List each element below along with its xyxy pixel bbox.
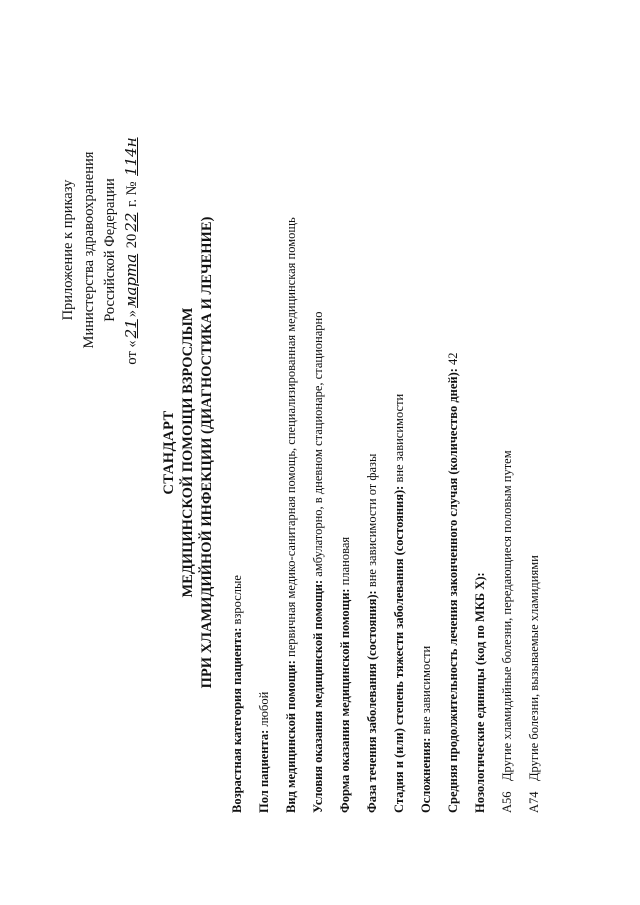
field-row — [336, 53, 363, 813]
field-label: Форма оказания медицинской помощи: — [338, 588, 352, 813]
handwritten-month: марта — [122, 253, 140, 308]
field-label: Стадия и (или) степень тяжести заболевания (состояния): — [392, 485, 406, 813]
approval-line-1: Приложение к приказу — [60, 179, 76, 321]
field-row — [309, 53, 336, 813]
icd-code: A74 — [527, 791, 541, 813]
field-row — [228, 53, 255, 813]
field-label: Фаза течения заболевания (состояния): — [365, 590, 379, 813]
field-value: взрослые — [230, 575, 244, 625]
icd-name: Другие хламидийные болезни, передающиеся половым путем — [500, 450, 514, 781]
date-mid: » — [124, 309, 140, 318]
field-row — [444, 53, 471, 813]
nosology-item — [525, 53, 552, 813]
approval-date-line — [121, 85, 143, 415]
field-value: амбулаторно, в дневном стационаре, стационарно — [311, 311, 325, 577]
field-value: первичная медико-санитарная помощь, специализированная медицинская помощь — [284, 217, 298, 657]
number-prefix: г. № — [124, 181, 140, 207]
field-value: любой — [257, 691, 271, 727]
field-value: вне зависимости — [419, 645, 433, 735]
field-row — [417, 53, 444, 813]
nosology-item — [498, 53, 525, 813]
icd-code: A56 — [500, 791, 514, 813]
handwritten-day: 21 — [122, 319, 140, 339]
field-value: 42 — [446, 352, 460, 365]
handwritten-year: 22 — [122, 212, 140, 232]
title-line-1: СТАНДАРТ — [161, 410, 177, 495]
title-line-2: МЕДИЦИНСКОЙ ПОМОЩИ ВЗРОСЛЫМ — [180, 307, 196, 598]
approval-line-3: Российской Федерации — [102, 178, 118, 322]
date-prefix: от « — [124, 340, 140, 365]
field-row — [363, 53, 390, 813]
handwritten-number: 114н — [122, 137, 140, 176]
title-line-3: ПРИ ХЛАМИДИЙНОЙ ИНФЕКЦИИ (ДИАГНОСТИКА И ЛЕЧЕНИЕ) — [199, 216, 215, 689]
field-label: Условия оказания медицинской помощи: — [311, 579, 325, 813]
field-label: Возрастная категория пациента: — [230, 627, 244, 813]
field-row — [255, 53, 282, 813]
nosology-label: Нозологические единицы (код по МКБ X): — [473, 572, 487, 813]
field-label: Осложнения: — [419, 737, 433, 813]
field-row — [282, 53, 309, 813]
document-title — [160, 0, 217, 905]
year-prefix: 20 — [124, 233, 140, 249]
approval-line-2: Министерства здравоохранения — [81, 151, 97, 349]
field-label: Средняя продолжительность лечения законченного случая (количество дней): — [446, 368, 460, 813]
field-row — [390, 53, 417, 813]
field-value: плановая — [338, 536, 352, 586]
standard-fields — [228, 53, 552, 813]
field-label: Вид медицинской помощи: — [284, 660, 298, 813]
field-value: вне зависимости — [392, 393, 406, 483]
nosology-heading-row — [471, 53, 498, 813]
field-label: Пол пациента: — [257, 729, 271, 813]
approval-block — [58, 85, 143, 415]
icd-name: Другие болезни, вызываемые хламидиями — [527, 555, 541, 781]
field-value: вне зависимости от фазы — [365, 453, 379, 588]
